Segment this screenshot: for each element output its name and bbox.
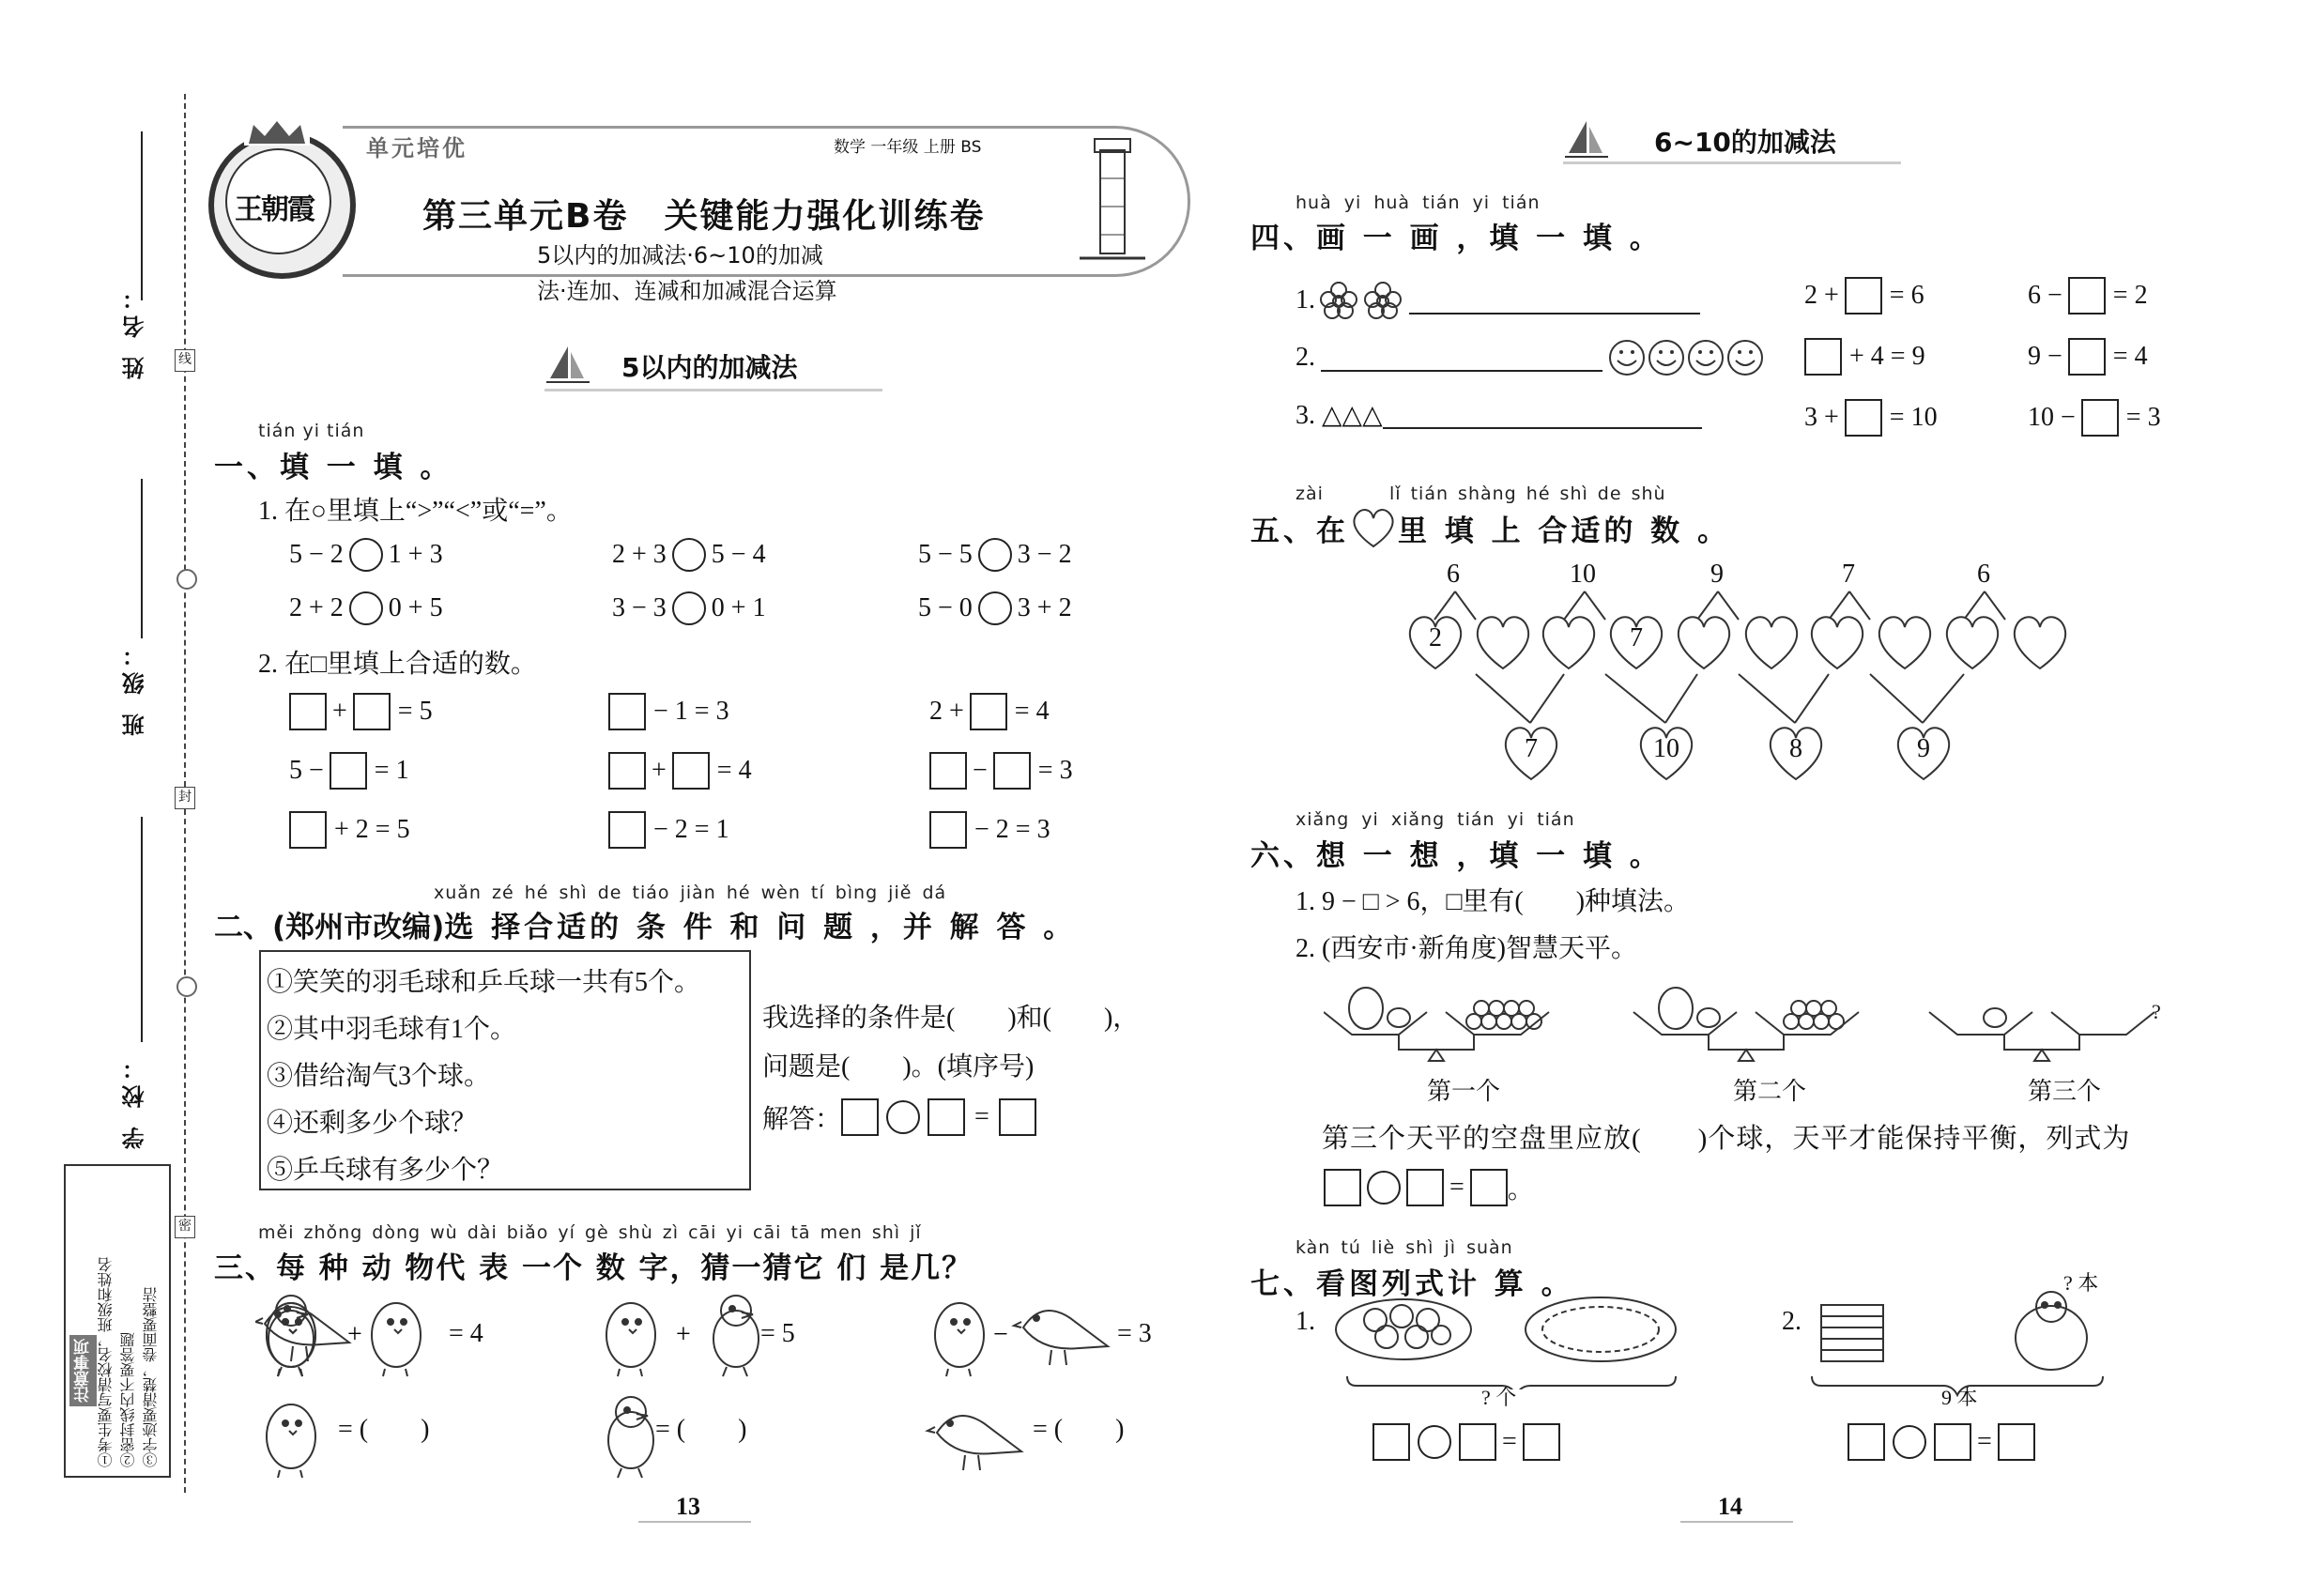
answer-row: = <box>1848 1423 2035 1461</box>
pinyin: kàn tú liè shì jì suàn <box>1296 1237 1513 1258</box>
fill-item: + 2 = 5 <box>289 811 410 849</box>
answer-box[interactable] <box>2068 277 2106 315</box>
page-title: 第三单元B卷 关键能力强化训练卷 <box>422 197 986 236</box>
pinyin: tián yi tián <box>258 421 365 441</box>
draw-line[interactable] <box>1409 286 1700 315</box>
school-label: 学 校： <box>122 1051 148 1150</box>
answer-box[interactable] <box>608 811 646 849</box>
option[interactable]: ①笑笑的羽毛球和乒乓球一共有5个。 <box>267 968 701 997</box>
option[interactable]: ⑤乒乓球有多少个？ <box>267 1156 504 1185</box>
question-prompt: 1. 在○里填上“>”“<”或“=”。 <box>258 497 573 526</box>
answer-box[interactable] <box>1845 399 1882 437</box>
top-number: 7 <box>1842 560 1855 589</box>
fill-item: 3 + = 10 <box>1804 399 1938 437</box>
section-title: 6~10的加减法 <box>1654 127 1836 158</box>
page-number-ornament <box>638 1521 751 1523</box>
section-title: 5以内的加减法 <box>621 352 798 383</box>
brace-label: 9 本 <box>1941 1386 1978 1409</box>
unknown-label: ? 本 <box>2063 1271 2099 1295</box>
answer-row: 解答： = <box>762 1098 1036 1136</box>
name-label: 姓 名： <box>122 282 148 380</box>
answer-box[interactable] <box>970 693 1007 730</box>
answer-box[interactable] <box>1934 1423 1971 1461</box>
answer-box[interactable] <box>1470 1169 1508 1206</box>
svg-text:+: + <box>676 1320 691 1349</box>
answer-box[interactable] <box>289 811 327 849</box>
question-prompt: 1. 9 − □ > 6，□里有( )种填法。 <box>1296 887 1691 916</box>
page-number: 13 <box>676 1493 700 1520</box>
smiley-icons <box>1608 336 1768 379</box>
sailboat-icon <box>1563 117 1610 168</box>
question-title: 四、画 一 画 ，填 一 填 。 <box>1250 222 1663 255</box>
question-prompt: 2. (西安市·新角度)智慧天平。 <box>1296 934 1637 963</box>
fill-item: − 1 = 3 <box>608 693 729 730</box>
heart-value: 9 <box>1917 734 1930 763</box>
fill-item: + = 4 <box>608 752 752 790</box>
binding-hole <box>176 569 197 590</box>
draw-item: 1. <box>1296 277 1700 324</box>
publisher-logo <box>208 131 356 279</box>
crown-icon <box>244 117 310 146</box>
school-field[interactable] <box>141 817 143 1042</box>
heart-cell[interactable] <box>1874 610 1936 672</box>
answer-box[interactable] <box>1848 1423 1885 1461</box>
heart-cell[interactable] <box>1941 610 2003 672</box>
compare-item: 5 − 5 3 − 2 <box>918 538 1072 572</box>
fill-item: 9 − = 4 <box>2028 338 2148 376</box>
heart-cell[interactable] <box>1806 610 1868 672</box>
fill-item: − 2 = 1 <box>608 811 729 849</box>
draw-item: 3. △△△ <box>1296 399 1702 431</box>
book-meta: 数学 一年级 上册 BS <box>834 138 982 157</box>
question-blank[interactable]: 问题是( )。(填序号) <box>762 1052 1035 1082</box>
animal-answer[interactable]: = ( ) <box>338 1415 430 1444</box>
pinyin: lǐ tián shàng hé shì de shù <box>1389 483 1666 504</box>
heart-cell[interactable] <box>1605 610 1667 672</box>
fill-item: + = 5 <box>289 693 433 730</box>
compare-item: 2 + 2 0 + 5 <box>289 591 443 625</box>
answer-box[interactable] <box>928 1098 965 1136</box>
fill-item: 2 + = 4 <box>929 693 1050 730</box>
answer-circle[interactable] <box>672 538 706 572</box>
answer-box[interactable] <box>999 1098 1036 1136</box>
notes-title: 注意事项 <box>69 1335 97 1406</box>
answer-row: = <box>1372 1423 1560 1461</box>
sailboat-icon <box>544 343 591 393</box>
animal-eq: = 5 <box>760 1319 795 1348</box>
answer-box[interactable] <box>929 752 967 790</box>
fill-item: 6 − = 2 <box>2028 277 2148 315</box>
answer-box[interactable] <box>353 693 391 730</box>
item-number: 2. <box>1782 1307 1802 1336</box>
answer-box[interactable] <box>1406 1169 1444 1206</box>
answer-circle[interactable] <box>1367 1171 1401 1205</box>
answer-box[interactable] <box>330 752 367 790</box>
brace-label: ? 个 <box>1481 1386 1517 1409</box>
answer-box[interactable] <box>993 752 1031 790</box>
class-label: 班 级： <box>122 638 148 737</box>
answer-box[interactable] <box>1523 1423 1560 1461</box>
note-item: ②密封线内不要答题 <box>121 1332 137 1467</box>
pinyin: zài <box>1296 483 1324 504</box>
answer-circle[interactable] <box>349 538 383 572</box>
fill-item: 2 + = 6 <box>1804 277 1924 315</box>
name-field[interactable] <box>141 131 143 300</box>
lighthouse-icon <box>1080 131 1145 267</box>
binding-hole <box>176 976 197 997</box>
answer-box[interactable] <box>1459 1423 1496 1461</box>
section-underline <box>1563 161 1901 164</box>
draw-item: 2. <box>1296 336 1768 379</box>
animal-equations <box>255 1286 1157 1521</box>
answer-circle[interactable] <box>1418 1425 1451 1459</box>
flower-icon <box>1315 277 1409 324</box>
scale-label: 第一个 <box>1427 1078 1501 1105</box>
question-title: 三、每 种 动 物代 表 一个 数 字，猜一猜它 们 是几？ <box>214 1251 974 1285</box>
heart-value: 7 <box>1630 623 1643 652</box>
scale-label: 第三个 <box>2028 1078 2102 1105</box>
option[interactable]: ②其中羽毛球有1个。 <box>267 1015 517 1044</box>
option[interactable]: ④还剩多少个球？ <box>267 1109 478 1138</box>
animal-eq: = 4 <box>449 1319 483 1348</box>
heart-cell[interactable] <box>1472 610 1534 672</box>
answer-box[interactable] <box>841 1098 879 1136</box>
question-title: 六、想 一 想 ，填 一 填 。 <box>1250 839 1663 873</box>
answer-circle[interactable] <box>886 1100 920 1134</box>
condition-blank[interactable]: 我选择的条件是( )和( )， <box>762 1004 1140 1033</box>
options-box <box>259 950 751 1190</box>
question-title: 二、(郑州市改编) 选 择合适的 条 件 和 问 题 ，并 解 答 。 <box>214 911 1077 944</box>
answer-box[interactable] <box>2068 338 2106 376</box>
top-number: 6 <box>1447 560 1460 589</box>
heart-cell[interactable] <box>1538 610 1600 672</box>
heart-cell[interactable] <box>1740 610 1802 672</box>
answer-circle[interactable] <box>1893 1425 1926 1459</box>
page-number-ornament <box>1680 1521 1793 1523</box>
plates-illustration <box>1328 1286 1723 1389</box>
answer-box[interactable] <box>929 811 967 849</box>
answer-box[interactable] <box>1845 277 1882 315</box>
heart-cell[interactable] <box>1404 610 1466 672</box>
heart-icon <box>1349 505 1398 550</box>
answer-box[interactable] <box>1998 1423 2035 1461</box>
unknown-mark: ? <box>2152 1000 2161 1023</box>
heart-sum <box>1500 721 1562 783</box>
question-title: 七、看图列式计 算 。 <box>1250 1267 1574 1301</box>
logo-text: 王朝霞 <box>235 193 314 226</box>
heart-value: 7 <box>1525 734 1538 763</box>
heart-cell[interactable] <box>2009 610 2071 672</box>
compare-item: 2 + 3 5 − 4 <box>612 538 766 572</box>
seal-mark: 线 <box>175 349 195 372</box>
question-prompt: 2. 在□里填上合适的数。 <box>258 650 537 679</box>
heart-cell[interactable] <box>1673 610 1735 672</box>
answer-box[interactable] <box>1324 1169 1361 1206</box>
heart-value: 8 <box>1789 734 1802 763</box>
answer-box[interactable] <box>672 752 710 790</box>
answer-circle[interactable] <box>672 591 706 625</box>
question-title: 一、填 一 填 。 <box>214 451 453 484</box>
heart-sum <box>1635 721 1697 783</box>
top-number: 9 <box>1710 560 1724 589</box>
class-field[interactable] <box>141 479 143 638</box>
draw-line[interactable] <box>1321 344 1602 372</box>
pinyin: xuǎn zé hé shì de tiáo jiàn hé wèn tí bìng jiě dá <box>434 882 947 903</box>
heart-value: 2 <box>1429 623 1442 652</box>
svg-text:−: − <box>993 1320 1008 1349</box>
answer-box[interactable] <box>289 693 327 730</box>
series-label: 单元培优 <box>366 135 468 161</box>
page-number: 14 <box>1718 1493 1742 1520</box>
fill-item: 5 − = 1 <box>289 752 409 790</box>
seal-mark: 封 <box>175 787 195 809</box>
svg-text:+: + <box>347 1320 362 1349</box>
answer-circle[interactable] <box>978 591 1012 625</box>
compare-item: 3 − 3 0 + 1 <box>612 591 766 625</box>
fill-item: − = 3 <box>929 752 1073 790</box>
heart-sum <box>1765 721 1827 783</box>
heart-sum <box>1893 721 1955 783</box>
item-number: 1. <box>1296 1307 1315 1336</box>
top-number: 6 <box>1977 560 1990 589</box>
answer-box[interactable] <box>2081 399 2119 437</box>
draw-line[interactable] <box>1383 401 1702 429</box>
answer-circle[interactable] <box>349 591 383 625</box>
compare-item: 5 − 0 3 + 2 <box>918 591 1072 625</box>
pinyin: měi zhǒng dòng wù dài biǎo yí gè shù zì cāi yi cāi tā men shì jǐ <box>258 1222 922 1243</box>
top-number: 10 <box>1570 560 1596 589</box>
animal-answer[interactable]: = ( ) <box>1033 1415 1125 1444</box>
answer-row: = 。 <box>1324 1169 1534 1206</box>
question-prompt: 第三个天平的空盘里应放( )个球，天平才能保持平衡，列式为 <box>1322 1124 2131 1154</box>
note-item: ①考生要写清校名，班级和姓名 <box>99 1257 115 1467</box>
section-underline <box>544 389 882 391</box>
note-item: ③字迹要清楚，卷面要整洁 <box>144 1287 160 1467</box>
heart-value: 10 <box>1653 734 1679 763</box>
answer-box[interactable] <box>608 693 646 730</box>
subtitle: 5以内的加减法·6~10的加减 <box>537 242 823 269</box>
seal-mark: 密 <box>175 1216 195 1238</box>
question-title: 五、在 里 填 上 合适的 数 。 <box>1250 505 1730 550</box>
answer-box[interactable] <box>608 752 646 790</box>
notes-box <box>64 1164 171 1478</box>
option[interactable]: ③借给淘气3个球。 <box>267 1062 491 1091</box>
subtitle: 法·连加、连减和加减混合运算 <box>537 278 837 304</box>
fill-item: + 4 = 9 <box>1804 338 1925 376</box>
answer-box[interactable] <box>1804 338 1842 376</box>
scale-label: 第二个 <box>1733 1078 1807 1105</box>
fill-item: − 2 = 3 <box>929 811 1050 849</box>
compare-item: 5 − 2 1 + 3 <box>289 538 443 572</box>
answer-box[interactable] <box>1372 1423 1410 1461</box>
answer-circle[interactable] <box>978 538 1012 572</box>
pinyin: huà yi huà tián yi tián <box>1296 192 1541 213</box>
fill-item: 10 − = 3 <box>2028 399 2161 437</box>
animal-answer[interactable]: = ( ) <box>655 1415 747 1444</box>
pinyin: xiǎng yi xiǎng tián yi tián <box>1296 809 1575 830</box>
animal-eq: = 3 <box>1117 1319 1152 1348</box>
